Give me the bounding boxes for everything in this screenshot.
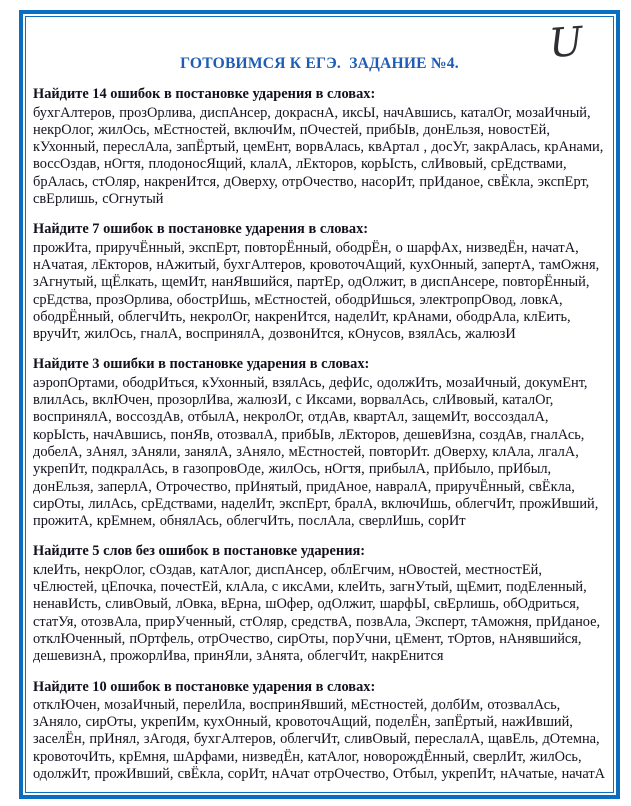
- document-content: [30, 17, 609, 792]
- section-task-5: [33, 679, 606, 784]
- section-header: Найдите 5 слов без ошибок в постановке ударения:: [33, 543, 366, 560]
- section-body: прожИта, приручЁнный, экспЕрт, повторЁнный, ободрЁн, о шарфАх, низведЁн, начатА, нАчатая, лЕкторов, нАжитый, бухгАлтеров, кровоточАщий, кухОнный, запертА, тамОжня, зАгнутый, щЁлкать, щемИт, нанЯвшийся, партЕр, одОлжит, в диспАнсере, повторЁнный, срЕдства, прозОрлива, обострИшь, мЕстностей, ободрИшься, электропрОвод, ловкА, ободрЁнный, облегчИть, некролОг, накренИтся, наделИт, крАнами, ободрАла, клЕить, вручИт, жилОсь, гналА, воспринялА, дозвонИтся, кОнусов, взялАсь, жалюзИ: [33, 239, 600, 343]
- page-outer-border: [19, 10, 620, 799]
- section-body: отклЮчен, мозаИчный, перелИла, воспринЯвший, мЕстностей, долбИм, отозвалАсь, зАняло, сирОты, укрепИм, кухОнный, кровоточАщий, поделЁн, запЁртый, нажИвший, заселЁн, прИнял, зАгодя, бухгАлтеров, облегчИт, сливОвый, переслалА, щавЕль, дОтемна, кровоточИть, крЕмня, шАрфами, низведЁн, катАлог, новорождЁнный, сверлИт, жилОсь, одолжИт, прожИвший, свЁкла, сорИт, нАчат отрОчество, Отбыл, укрепИт, нАчатые, начатА: [33, 696, 606, 782]
- page-inner-border: [25, 16, 614, 793]
- section-task-4: [33, 543, 606, 665]
- section-task-2: [33, 221, 606, 343]
- section-task-1: [33, 86, 606, 208]
- section-task-3: [33, 356, 606, 530]
- section-header: Найдите 10 ошибок в постановке ударения в словах:: [33, 678, 376, 695]
- section-header: Найдите 7 ошибок в постановке ударения в словах:: [33, 221, 369, 238]
- section-header: Найдите 14 ошибок в постановке ударения в словах:: [33, 86, 376, 103]
- page-title: ГОТОВИМСЯ К ЕГЭ. ЗАДАНИЕ №4.: [180, 55, 459, 72]
- script-monogram-u: U: [547, 18, 585, 68]
- section-body: клеИть, некрОлог, сОздав, катАлог, диспАнсер, облЕгчим, нОвостей, местностЕй, чЕлюстей, цЕпочка, почестЕй, клАла, с иксАми, клеИть, загнУтый, щЕмит, подЕленный, ненавИсть, сливОвый, лОвка, вЕрна, шОфер, одОлжит, шарфЫ, свЕрлишь, обОдриться, статУя, отозвАла, прирУченный, стОляр, средствА, позвАла, Эксперт, тАможня, прИданое, отклЮченный, пОртфель, отрОчество, сирОты, порУчни, цЕмент, тОртов, нАнявшийся, дешевизнА, прожорлИва, принЯли, зАнята, облегчИт, накрЕнится: [33, 561, 601, 665]
- section-body: бухгАлтеров, прозОрлива, диспАнсер, докраснА, иксЫ, начАвшись, каталОг, мозаИчный, некрОлог, жилОсь, мЕстностей, включИм, пОчестей, прибЫв, донЕльзя, новостЕй, кУхонный, переслАла, запЁртый, цемЕнт, ворвАлась, квАртал , досУг, закрАлась, крАнами, воссОздав, нОгтя, плодоносЯщий, клалА, лЕкторов, корЫсть, слИвовый, срЕдствами, брАлась, стОляр, накренИтся, дОверху, отрОчество, насорИт, прИданое, свЁкла, экспЕрт, свЕрлишь, сОгнутый: [33, 104, 604, 208]
- section-header: Найдите 3 ошибки в постановке ударения в словах:: [33, 356, 370, 373]
- section-body: аэропОртами, ободрИться, кУхонный, взялАсь, дефИс, одолжИть, мозаИчный, докумЕнт, влилАсь, вклЮчен, прозорлИва, жалюзИ, с Иксами, ворвалАсь, слИвовый, каталОг, воспринялА, воссоздАв, отбылА, некролОг, отдАв, квартАл, защемИт, воссоздалА, корЫсть, начАвшись, понЯв, отозвалА, прибЫв, лЕкторов, дешевИзна, создАв, гналАсь, добелА, зАнял, зАняли, занялА, зАняло, мЕстностей, повторИт. дОверху, клАла, лгалА, укрепИт, подкралАсь, в газопровОде, жилОсь, нОгтя, прибылА, прИбыло, прИбыл, донЕльзя, заперлА, Отрочество, прИнятый, придАное, навралА, приручЁнный, свЁкла, сирОты, лилАсь, срЕдствами, наделИт, экспЕрт, бралА, включИшь, облегчИт, прожИвший, прожитА, крЕмнем, обнялАсь, облегчИть, послАла, сверлИшь, сорИт: [33, 374, 599, 530]
